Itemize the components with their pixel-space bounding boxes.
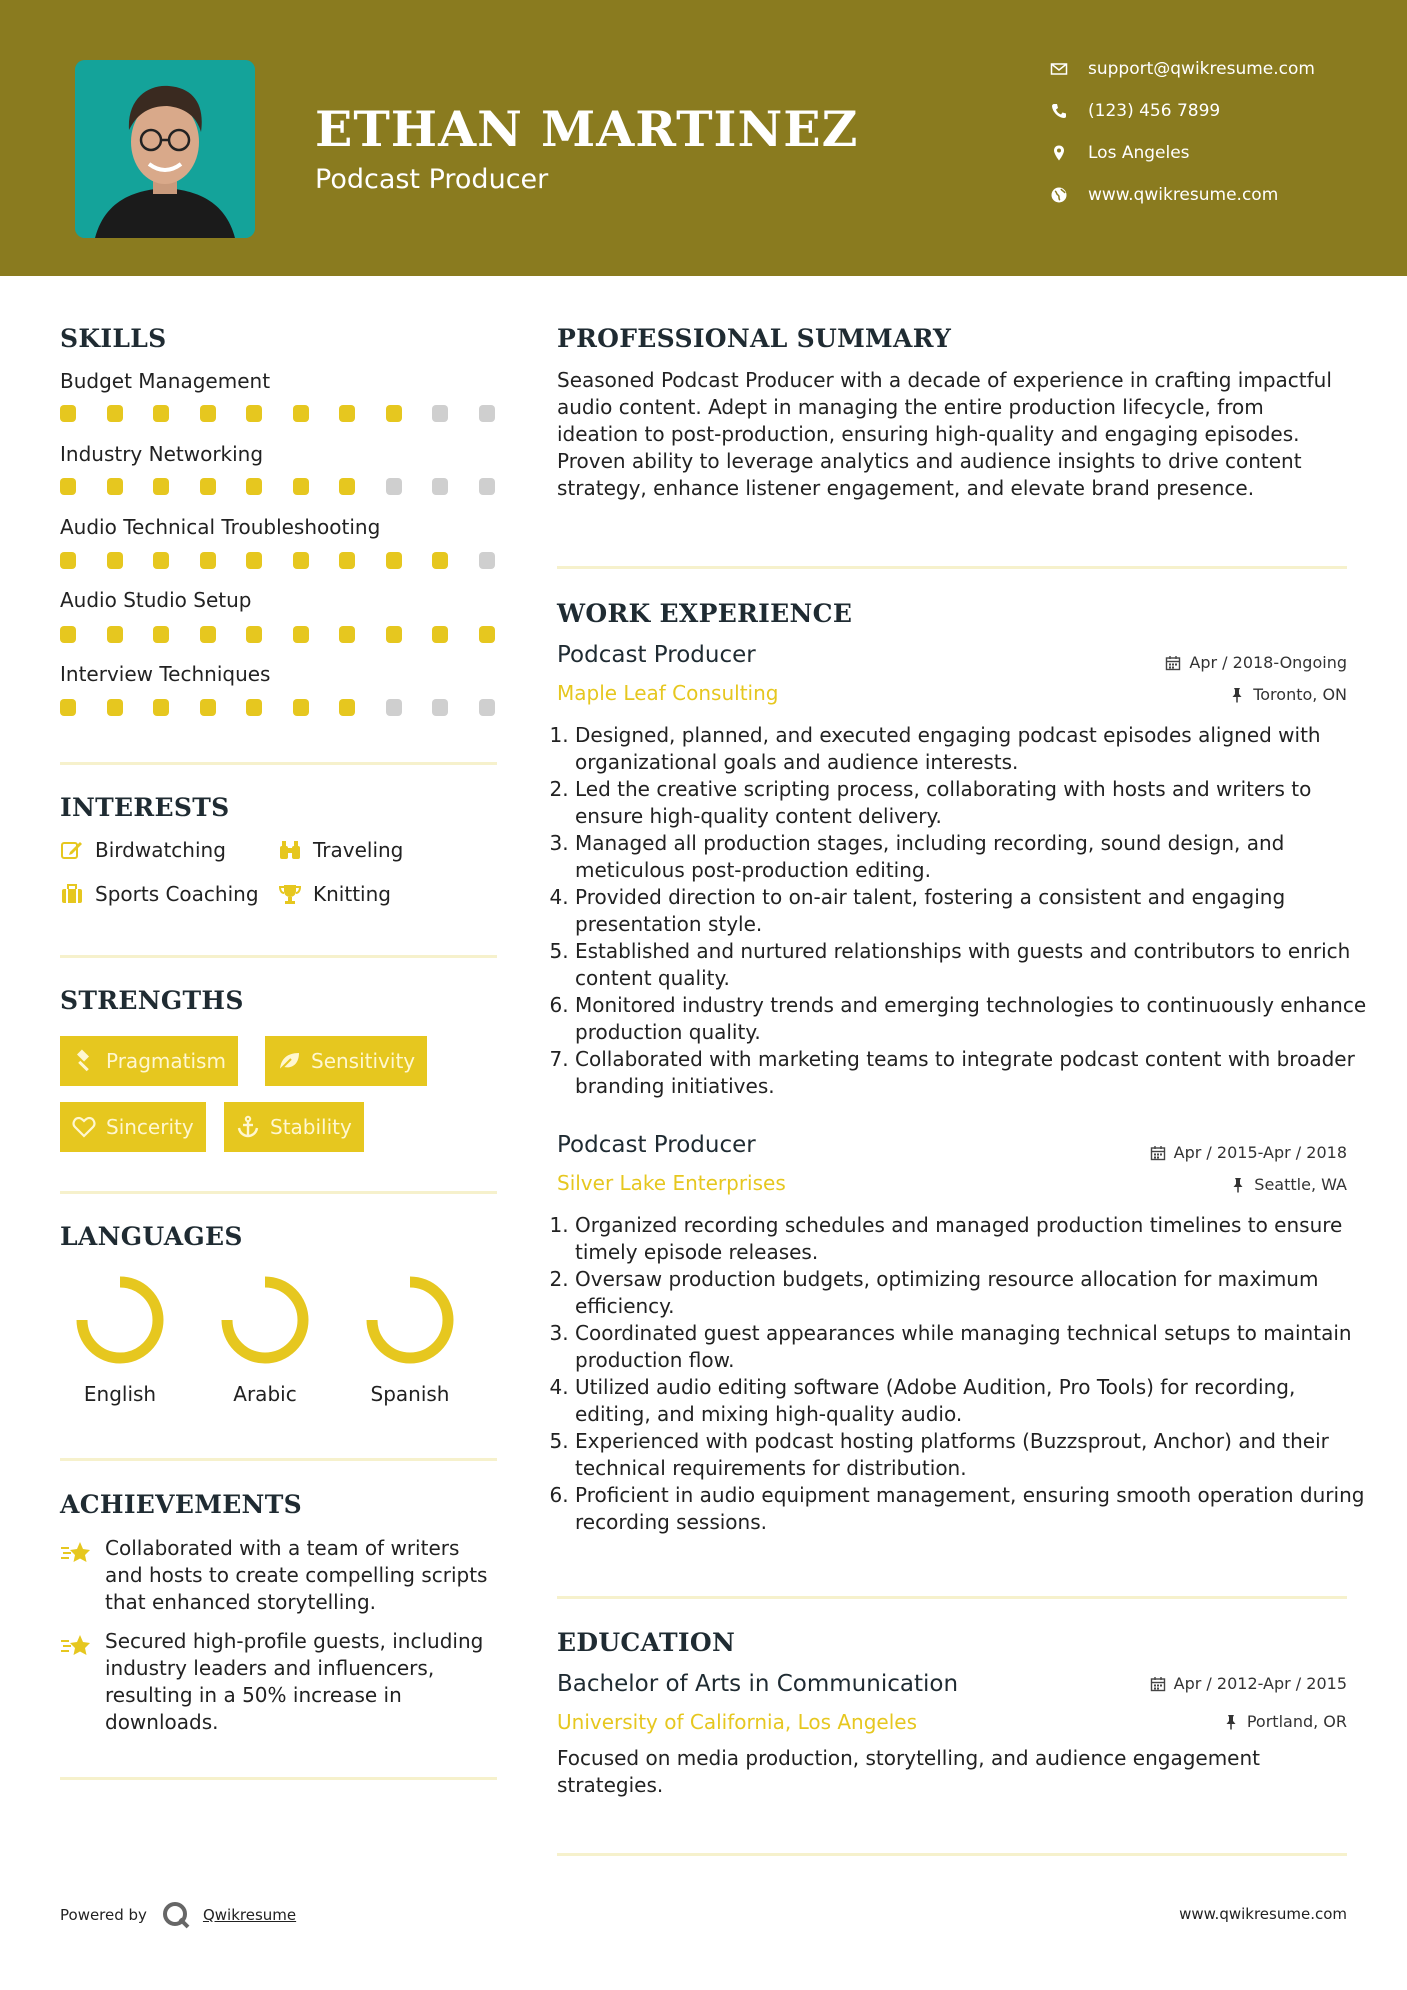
skill-dot-filled <box>200 405 216 422</box>
leaf-icon <box>277 1049 301 1073</box>
skill-dot-filled <box>246 626 262 643</box>
skill-dot-filled <box>107 626 123 643</box>
skill-dot-filled <box>200 478 216 495</box>
job-title: Podcast Producer <box>557 642 756 668</box>
skill-dot-filled <box>246 405 262 422</box>
calendar-icon <box>1165 655 1181 671</box>
interest-item <box>60 838 226 862</box>
skills-heading: SKILLS <box>60 324 167 353</box>
list-item: 2. Led the creative scripting process, collaborating with hosts and writers to ensure high-quality content delivery. <box>575 776 1370 830</box>
language-name: Arabic <box>233 1382 297 1406</box>
skill-rating <box>60 552 500 570</box>
brand-link[interactable]: Qwikresume <box>202 1906 297 1924</box>
interest-item <box>278 838 403 862</box>
calendar-icon <box>1150 1676 1166 1692</box>
pushpin-icon <box>1223 1714 1239 1730</box>
trophy-icon <box>278 882 302 906</box>
skill-dot-filled <box>60 699 76 716</box>
skill-dot-filled <box>246 478 262 495</box>
summary-heading: PROFESSIONAL SUMMARY <box>557 324 952 353</box>
powered-by-text: Powered by <box>60 1906 147 1924</box>
strength-tag <box>60 1036 238 1086</box>
skill-dot-filled <box>153 552 169 569</box>
skill-dot-filled <box>339 405 355 422</box>
job-location-text: Seattle, WA <box>1254 1175 1347 1194</box>
language-proficiency-ring <box>72 1272 168 1368</box>
job-dates-text: Apr / 2018-Ongoing <box>1189 653 1347 672</box>
section-divider <box>557 1596 1347 1599</box>
calendar-icon <box>1150 1145 1166 1161</box>
proficiency-arc <box>82 1282 158 1358</box>
skill-dot-empty <box>432 699 448 716</box>
achievement-text: Collaborated with a team of writers and hosts to create compelling scripts that enhanced storytelling. <box>105 1536 488 1614</box>
skill-dot-filled <box>107 405 123 422</box>
job-location <box>1230 1175 1347 1194</box>
language-item <box>350 1272 470 1406</box>
job-location <box>1229 685 1347 704</box>
skill-dot-filled <box>153 699 169 716</box>
email-text: support@qwikresume.com <box>1088 59 1315 79</box>
contact-website[interactable] <box>1050 182 1278 208</box>
list-item: 4. Utilized audio editing software (Adobe Audition, Pro Tools) for recording, editing, and mixing high-quality audio. <box>575 1374 1370 1428</box>
skill-dot-empty <box>479 478 495 495</box>
section-divider <box>60 1777 497 1780</box>
skill-rating <box>60 405 500 423</box>
job-responsibilities <box>552 722 1370 1100</box>
skill-dot-empty <box>479 552 495 569</box>
language-proficiency-ring <box>217 1272 313 1368</box>
skill-dot-filled <box>386 405 402 422</box>
list-item: 3. Managed all production stages, including recording, sound design, and meticulous post-production editing. <box>575 830 1370 884</box>
skill-dot-filled <box>293 552 309 569</box>
anchor-icon <box>236 1115 260 1139</box>
skill-dot-filled <box>153 405 169 422</box>
strength-label: Stability <box>270 1115 352 1139</box>
proficiency-arc <box>227 1282 303 1358</box>
section-divider <box>60 1458 497 1461</box>
skill-dot-filled <box>200 552 216 569</box>
interests-heading: INTERESTS <box>60 793 230 822</box>
binoculars-icon <box>278 838 302 862</box>
education-heading: EDUCATION <box>557 1628 736 1657</box>
skill-name: Audio Studio Setup <box>60 588 252 612</box>
skill-dot-filled <box>293 478 309 495</box>
section-divider <box>60 955 497 958</box>
globe-icon <box>1050 186 1068 204</box>
strength-label: Sensitivity <box>311 1049 416 1073</box>
strengths-heading: STRENGTHS <box>60 986 244 1015</box>
skill-dot-empty <box>479 699 495 716</box>
job-responsibilities <box>552 1212 1370 1536</box>
language-item <box>60 1272 180 1406</box>
skill-dot-filled <box>200 626 216 643</box>
education-location <box>1223 1712 1347 1731</box>
list-item: 4. Provided direction to on-air talent, fostering a consistent and engaging presentation style. <box>575 884 1370 938</box>
list-item: 6. Monitored industry trends and emerging technologies to continuously enhance production quality. <box>575 992 1370 1046</box>
job-dates <box>1165 653 1347 672</box>
skill-dot-filled <box>479 626 495 643</box>
skill-rating <box>60 699 500 717</box>
skill-dot-filled <box>293 626 309 643</box>
contact-phone[interactable] <box>1050 98 1220 124</box>
phone-icon <box>1050 102 1068 120</box>
interest-item <box>60 882 259 906</box>
language-name: English <box>83 1382 157 1406</box>
contact-email[interactable] <box>1050 56 1315 82</box>
job-title: Podcast Producer <box>557 1132 756 1158</box>
contact-location <box>1050 140 1190 166</box>
footer-powered-by <box>60 1900 296 1930</box>
strength-label: Sincerity <box>106 1115 194 1139</box>
phone-text: (123) 456 7899 <box>1088 101 1221 121</box>
summary-text: Seasoned Podcast Producer with a decade of experience in crafting impactful audio content. Adept in managing the entire production lifecycle, from ideation to post-production, ensuring high-quality and engaging episodes. Proven ability to leverage analytics and audience insights to drive content strategy, enhance listener engagement, and elevate brand presence. <box>557 368 1332 500</box>
list-item: 7. Collaborated with marketing teams to integrate podcast content with broader branding initiatives. <box>575 1046 1370 1100</box>
skill-dot-filled <box>432 626 448 643</box>
achievement-text: Secured high-profile guests, including industry leaders and influencers, resulting in a 50% increase in downloads. <box>105 1629 484 1734</box>
section-divider <box>60 1191 497 1194</box>
skill-name: Industry Networking <box>60 442 264 466</box>
interest-label: Birdwatching <box>95 838 226 862</box>
skill-dot-filled <box>60 405 76 422</box>
skill-dot-empty <box>386 478 402 495</box>
shooting-star-icon <box>60 1632 92 1660</box>
briefcase-icon <box>60 882 84 906</box>
strength-label: Pragmatism <box>106 1049 226 1073</box>
languages-heading: LANGUAGES <box>60 1222 243 1251</box>
skill-dot-filled <box>60 478 76 495</box>
pencil-square-icon <box>60 838 84 862</box>
job-dates <box>1150 1143 1347 1162</box>
section-divider <box>60 762 497 765</box>
job-location-text: Toronto, ON <box>1253 685 1347 704</box>
pushpin-icon <box>1230 1177 1246 1193</box>
list-item: 5. Experienced with podcast hosting platforms (Buzzsprout, Anchor) and their technical requirements for distribution. <box>575 1428 1370 1482</box>
skill-name: Budget Management <box>60 369 271 393</box>
candidate-title: Podcast Producer <box>315 164 549 195</box>
list-item: 2. Oversaw production budgets, optimizing resource allocation for maximum efficiency. <box>575 1266 1370 1320</box>
resume-header <box>0 0 1407 276</box>
envelope-icon <box>1050 60 1068 78</box>
skill-dot-filled <box>386 626 402 643</box>
achievement-item <box>60 1535 500 1616</box>
skill-name: Interview Techniques <box>60 662 271 686</box>
strength-tag <box>265 1036 427 1086</box>
skill-dot-filled <box>246 552 262 569</box>
skill-dot-filled <box>339 626 355 643</box>
skill-dot-empty <box>432 478 448 495</box>
interest-label: Knitting <box>313 882 391 906</box>
map-pin-icon <box>1050 144 1068 162</box>
skill-dot-filled <box>386 552 402 569</box>
skill-dot-filled <box>153 626 169 643</box>
skill-dot-filled <box>153 478 169 495</box>
experience-heading: WORK EXPERIENCE <box>557 599 853 628</box>
section-divider <box>557 1853 1347 1856</box>
website-text: www.qwikresume.com <box>1088 185 1279 205</box>
achievements-heading: ACHIEVEMENTS <box>60 1490 302 1519</box>
skill-dot-filled <box>432 552 448 569</box>
skill-dot-filled <box>339 552 355 569</box>
list-item: 6. Proficient in audio equipment management, ensuring smooth operation during recording sessions. <box>575 1482 1370 1536</box>
list-item: 3. Coordinated guest appearances while managing technical setups to maintain production flow. <box>575 1320 1370 1374</box>
skill-dot-filled <box>246 699 262 716</box>
shooting-star-icon <box>60 1539 92 1567</box>
education-description: Focused on media production, storytelling, and audience engagement strategies. <box>557 1746 1261 1797</box>
strength-tag <box>60 1102 206 1152</box>
skill-dot-empty <box>479 405 495 422</box>
school-name: University of California, Los Angeles <box>557 1710 918 1734</box>
strength-tag <box>224 1102 364 1152</box>
degree-title: Bachelor of Arts in Communication <box>557 1671 959 1697</box>
skill-dot-filled <box>339 699 355 716</box>
footer-website[interactable]: www.qwikresume.com <box>1179 1905 1347 1923</box>
skill-rating <box>60 478 500 496</box>
qwikresume-logo-icon <box>161 1900 191 1930</box>
skill-dot-filled <box>293 699 309 716</box>
job-dates-text: Apr / 2015-Apr / 2018 <box>1173 1143 1347 1162</box>
skill-dot-filled <box>293 405 309 422</box>
list-item: 1. Organized recording schedules and managed production timelines to ensure timely episode releases. <box>575 1212 1370 1266</box>
education-dates <box>1150 1674 1347 1693</box>
language-item <box>205 1272 325 1406</box>
skill-dot-filled <box>107 478 123 495</box>
proficiency-arc <box>372 1282 448 1358</box>
pushpin-icon <box>1229 687 1245 703</box>
job-company: Maple Leaf Consulting <box>557 681 779 705</box>
interest-label: Sports Coaching <box>95 882 259 906</box>
profile-photo <box>75 60 255 238</box>
skill-dot-filled <box>60 552 76 569</box>
interest-item <box>278 882 391 906</box>
list-item: 1. Designed, planned, and executed engaging podcast episodes aligned with organizational goals and audience interests. <box>575 722 1370 776</box>
skill-dot-empty <box>386 699 402 716</box>
candidate-name: ETHAN MARTINEZ <box>315 100 859 158</box>
skill-dot-filled <box>200 699 216 716</box>
heart-icon <box>72 1115 96 1139</box>
skill-dot-filled <box>60 626 76 643</box>
education-dates-text: Apr / 2012-Apr / 2015 <box>1173 1674 1347 1693</box>
achievement-item <box>60 1628 500 1736</box>
skill-dot-filled <box>339 478 355 495</box>
job-company: Silver Lake Enterprises <box>557 1171 786 1195</box>
language-name: Spanish <box>370 1382 450 1406</box>
location-text: Los Angeles <box>1088 143 1190 163</box>
interest-label: Traveling <box>313 838 404 862</box>
list-item: 5. Established and nurtured relationships with guests and contributors to enrich content quality. <box>575 938 1370 992</box>
education-location-text: Portland, OR <box>1246 1712 1347 1731</box>
skill-dot-filled <box>107 699 123 716</box>
gavel-icon <box>72 1049 96 1073</box>
section-divider <box>557 566 1347 569</box>
skill-rating <box>60 626 500 644</box>
language-proficiency-ring <box>362 1272 458 1368</box>
skill-name: Audio Technical Troubleshooting <box>60 515 381 539</box>
skill-dot-empty <box>432 405 448 422</box>
skill-dot-filled <box>107 552 123 569</box>
